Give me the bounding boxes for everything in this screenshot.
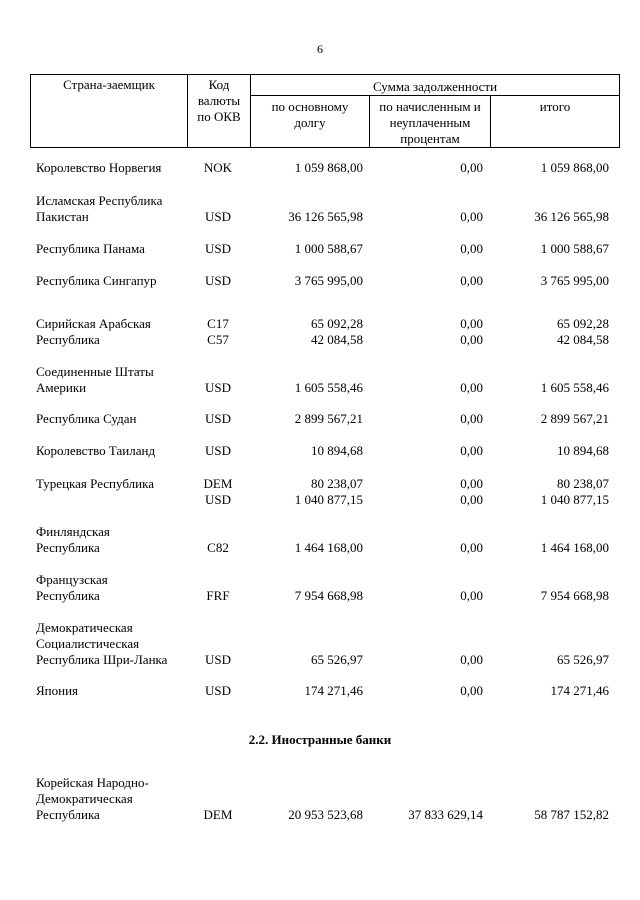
interest-value: 37 833 629,14 [408, 807, 483, 822]
main-debt-value: 1 464 168,00 [294, 540, 363, 555]
currency-code: USD [204, 209, 231, 224]
interest-value: 0,00 [460, 411, 483, 426]
country-name: Королевство Норвегия [36, 160, 162, 175]
currency-code: NOK [203, 160, 233, 175]
total-value: 1 605 558,46 [540, 380, 609, 395]
total-value: 1 464 168,00 [540, 540, 609, 555]
header-total: итого [539, 99, 571, 114]
total-value: 1 000 588,67 [540, 241, 609, 256]
total-value: 1 059 868,00 [540, 160, 609, 175]
main-debt-value: 1 000 588,67 [294, 241, 363, 256]
total-value: 174 271,46 [550, 683, 609, 698]
interest-value: 0,00 [460, 588, 483, 603]
interest-value: 0,00 [460, 209, 483, 224]
currency-code: C17 C57 [207, 316, 229, 347]
currency-code: DEM USD [203, 476, 233, 507]
total-value: 65 092,28 42 084,58 [557, 316, 609, 347]
country-name: Республика Сингапур [36, 273, 157, 288]
table-header [30, 74, 620, 148]
main-debt-value: 65 526,97 [311, 652, 363, 667]
header-code: Код валюты по ОКВ [197, 77, 241, 124]
main-debt-value: 36 126 565,98 [288, 209, 363, 224]
country-name: Япония [36, 683, 79, 698]
country-name: Французская Республика [36, 572, 108, 603]
total-value: 80 238,07 1 040 877,15 [540, 476, 609, 507]
interest-value: 0,00 [460, 241, 483, 256]
interest-value: 0,00 0,00 [460, 316, 483, 347]
interest-value: 0,00 [460, 443, 483, 458]
currency-code: USD [204, 380, 231, 395]
currency-code: USD [204, 241, 231, 256]
main-debt-value: 1 059 868,00 [294, 160, 363, 175]
interest-value: 0,00 0,00 [460, 476, 483, 507]
country-name: Демократическая Социалистическая Республика Шри-Ланка [36, 620, 168, 667]
interest-value: 0,00 [460, 160, 483, 175]
total-value: 10 894,68 [557, 443, 609, 458]
main-debt-value: 65 092,28 42 084,58 [311, 316, 363, 347]
country-name: Финляндская Республика [36, 524, 110, 555]
main-debt-value: 3 765 995,00 [294, 273, 363, 288]
country-name: Республика Панама [36, 241, 145, 256]
main-debt-value: 1 605 558,46 [294, 380, 363, 395]
country-name: Соединенные Штаты Америки [36, 364, 154, 395]
currency-code: USD [204, 411, 231, 426]
total-value: 3 765 995,00 [540, 273, 609, 288]
interest-value: 0,00 [460, 683, 483, 698]
total-value: 36 126 565,98 [534, 209, 609, 224]
header-sum: Сумма задолженности [372, 79, 498, 94]
currency-code: C82 [207, 540, 229, 555]
header-country: Страна-заемщик [63, 77, 155, 92]
main-debt-value: 2 899 567,21 [294, 411, 363, 426]
page-number: 6 [317, 42, 323, 56]
interest-value: 0,00 [460, 273, 483, 288]
header-interest: по начисленным и неуплаченным процентам [379, 99, 481, 146]
country-name: Королевство Таиланд [36, 443, 156, 458]
country-name: Сирийская Арабская Республика [36, 316, 151, 347]
country-name: Исламская Республика Пакистан [36, 193, 163, 224]
currency-code: FRF [206, 588, 230, 603]
total-value: 65 526,97 [557, 652, 609, 667]
interest-value: 0,00 [460, 540, 483, 555]
currency-code: USD [204, 652, 231, 667]
header-divider [250, 95, 619, 96]
total-value: 58 787 152,82 [534, 807, 609, 822]
total-value: 2 899 567,21 [540, 411, 609, 426]
main-debt-value: 80 238,07 1 040 877,15 [294, 476, 363, 507]
country-name: Корейская Народно- Демократическая Республика [36, 775, 149, 822]
currency-code: USD [204, 273, 231, 288]
main-debt-value: 10 894,68 [311, 443, 363, 458]
section-title: 2.2. Иностранные банки [248, 732, 392, 747]
main-debt-value: 20 953 523,68 [288, 807, 363, 822]
total-value: 7 954 668,98 [540, 588, 609, 603]
interest-value: 0,00 [460, 380, 483, 395]
header-main-debt: по основному долгу [271, 99, 349, 130]
country-name: Республика Судан [36, 411, 137, 426]
interest-value: 0,00 [460, 652, 483, 667]
main-debt-value: 174 271,46 [304, 683, 363, 698]
main-debt-value: 7 954 668,98 [294, 588, 363, 603]
currency-code: DEM [203, 807, 233, 822]
currency-code: USD [204, 683, 231, 698]
country-name: Турецкая Республика [36, 476, 154, 491]
currency-code: USD [204, 443, 231, 458]
